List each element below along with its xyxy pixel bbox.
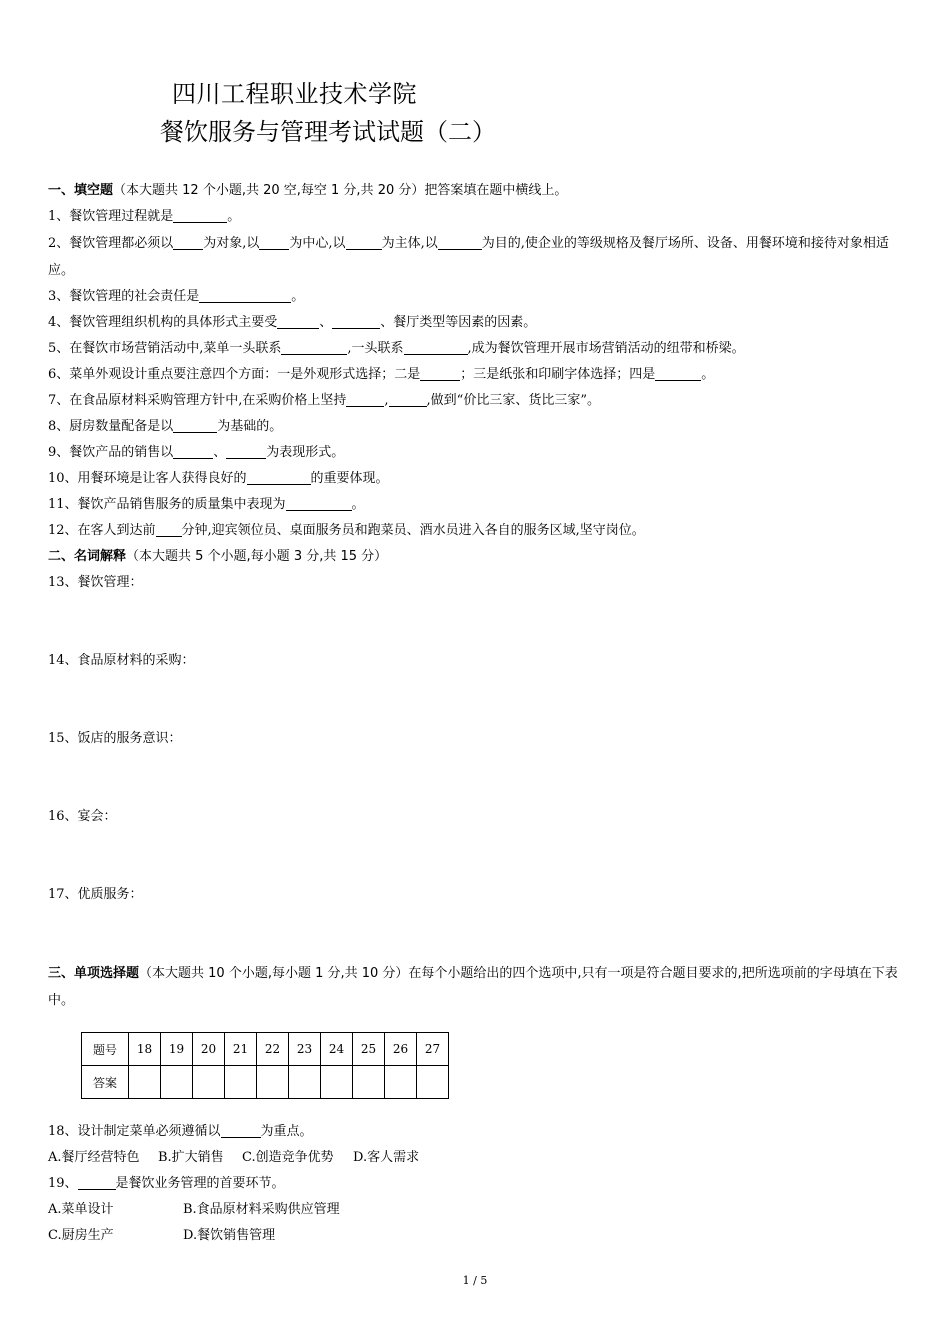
question-2: [48, 230, 906, 284]
question-4: [48, 310, 906, 336]
q7-blank-2: [389, 392, 427, 407]
question-15: 15、饭店的服务意识：: [48, 731, 182, 746]
table-answer-cell[interactable]: [193, 1066, 225, 1099]
section2-note: （本大题共 5 个小题,每小题 3 分,共 15 分）: [126, 549, 388, 564]
question-17: 17、优质服务：: [48, 887, 143, 902]
table-label-number: 题号: [82, 1033, 129, 1066]
q18-blank: [221, 1123, 261, 1138]
section2-header: [48, 544, 906, 570]
answer-space-13: [48, 596, 906, 648]
q4-text-c: 、餐厅类型等因素的因素。: [380, 315, 537, 330]
q9-text-c: 为表现形式。: [266, 445, 345, 460]
table-answer-cell[interactable]: [385, 1066, 417, 1099]
q12-text-a: 12、在客人到达前: [48, 523, 156, 538]
table-answer-cell[interactable]: [225, 1066, 257, 1099]
q11-text-b: 。: [351, 497, 365, 512]
q9-text-a: 9、餐饮产品的销售以: [48, 445, 174, 460]
q19-option-d: D.餐饮销售管理: [183, 1228, 276, 1243]
page-number: 1 / 5: [462, 1274, 488, 1287]
q19-options-row2: [48, 1223, 906, 1249]
q9-blank-1: [173, 444, 213, 459]
q4-blank-2: [332, 314, 380, 329]
question-10: [48, 466, 906, 492]
q3-end: 。: [291, 289, 305, 304]
q10-blank: [247, 470, 311, 485]
q9-blank-2: [226, 444, 266, 459]
q5-text-a: 5、在餐饮市场营销活动中,菜单一头联系: [48, 341, 282, 356]
q11-text-a: 11、餐饮产品销售服务的质量集中表现为: [48, 497, 286, 512]
question-13: 13、餐饮管理：: [48, 575, 143, 590]
question-3: [48, 284, 906, 310]
table-answer-cell[interactable]: [321, 1066, 353, 1099]
q6-text-b: ；三是纸张和印刷字体选择；四是: [460, 367, 656, 382]
q2-text-c: 为中心,以: [289, 236, 346, 251]
question-14: 14、食品原材料的采购：: [48, 653, 195, 668]
q18-text-a: 18、设计制定菜单必须遵循以: [48, 1124, 221, 1139]
q1-blank: [173, 208, 227, 223]
q8-text-a: 8、厨房数量配备是以: [48, 419, 174, 434]
question-5: [48, 336, 906, 362]
question-18: [48, 1119, 906, 1145]
q18-option-b: B.扩大销售: [158, 1150, 224, 1165]
q4-text-b: 、: [319, 315, 333, 330]
question-16: 16、宴会：: [48, 809, 117, 824]
answer-space-16: [48, 830, 906, 882]
q2-blank-4: [438, 235, 482, 250]
q7-text-c: ,做到“价比三家、货比三家”。: [426, 393, 600, 408]
q2-text-d: 为主体,以: [381, 236, 438, 251]
q3-text: 3、餐饮管理的社会责任是: [48, 289, 200, 304]
q8-blank: [173, 418, 217, 433]
q3-blank: [199, 288, 291, 303]
table-number-cell: 27: [417, 1033, 449, 1066]
q19-text: 是餐饮业务管理的首要环节。: [115, 1176, 285, 1191]
table-number-cell: 20: [193, 1033, 225, 1066]
q19-option-a: A.菜单设计: [48, 1202, 114, 1217]
q2-blank-1: [173, 235, 203, 250]
section1-note: （本大题共 12 个小题,共 20 空,每空 1 分,共 20 分）把答案填在题中横线上。: [113, 183, 568, 198]
q6-text-c: 。: [701, 367, 715, 382]
answer-space-17: [48, 908, 906, 960]
table-number-cell: 18: [129, 1033, 161, 1066]
q2-text-e: 为目的,使企业的等级规格及餐厅场所、设备、用餐环境和接待对象相适应。: [48, 236, 889, 278]
q18-text-b: 为重点。: [260, 1124, 313, 1139]
q19-number: 19、: [48, 1176, 78, 1191]
q10-text-a: 10、用餐环境是让客人获得良好的: [48, 471, 247, 486]
question-9: [48, 440, 906, 466]
question-8: [48, 414, 906, 440]
table-answer-cell[interactable]: [353, 1066, 385, 1099]
answer-space-15: [48, 752, 906, 804]
section3-heading: 三、单项选择题: [48, 966, 140, 981]
q5-text-c: ,成为餐饮管理开展市场营销活动的纽带和桥梁。: [467, 341, 745, 356]
table-number-cell: 22: [257, 1033, 289, 1066]
q7-blank-1: [346, 392, 384, 407]
answer-space-14: [48, 674, 906, 726]
q6-blank-2: [655, 366, 701, 381]
q6-text-a: 6、菜单外观设计重点要注意四个方面：一是外观形式选择；二是: [48, 367, 421, 382]
table-number-cell: 23: [289, 1033, 321, 1066]
q1-text: 1、餐饮管理过程就是: [48, 209, 174, 224]
q19-option-c: C.厨房生产: [48, 1228, 114, 1243]
table-number-cell: 21: [225, 1033, 257, 1066]
q11-blank: [286, 496, 352, 511]
table-answer-cell[interactable]: [257, 1066, 289, 1099]
q1-end: 。: [227, 209, 241, 224]
table-answer-cell[interactable]: [417, 1066, 449, 1099]
table-answer-cell[interactable]: [289, 1066, 321, 1099]
table-number-cell: 24: [321, 1033, 353, 1066]
q2-blank-3: [346, 235, 382, 250]
table-number-cell: 19: [161, 1033, 193, 1066]
q8-text-b: 为基础的。: [217, 419, 283, 434]
section3-note: （本大题共 10 个小题,每小题 1 分,共 10 分）在每个小题给出的四个选项中,只有一项是符合题目要求的,把所选项前的字母填在下表中。: [48, 966, 898, 1008]
q7-text-b: ,: [384, 393, 389, 408]
question-11: [48, 492, 906, 518]
question-1: [48, 204, 906, 230]
table-number-cell: 26: [385, 1033, 417, 1066]
question-12: [48, 518, 906, 544]
q18-options: [48, 1145, 906, 1171]
q19-option-b: B.食品原材料采购供应管理: [183, 1202, 340, 1217]
q18-option-c: C.创造竞争优势: [242, 1150, 334, 1165]
q9-text-b: 、: [213, 445, 227, 460]
answer-table-number-row: [82, 1033, 449, 1066]
q19-options-row1: [48, 1197, 906, 1223]
question-6: [48, 362, 906, 388]
q4-text-a: 4、餐饮管理组织机构的具体形式主要受: [48, 315, 278, 330]
q12-text-b: 分钟,迎宾领位员、桌面服务员和跑菜员、酒水员进入各自的服务区域,坚守岗位。: [181, 523, 645, 538]
section2-heading: 二、名词解释: [48, 549, 127, 564]
section1-header: [48, 178, 906, 204]
q2-text-b: 为对象,以: [203, 236, 260, 251]
q2-text-a: 2、餐饮管理都必须以: [48, 236, 174, 251]
q4-blank-1: [277, 314, 319, 329]
answer-table: [81, 1032, 449, 1099]
table-label-answer: 答案: [82, 1066, 129, 1099]
school-name: 四川工程职业技术学院: [172, 80, 417, 108]
answer-table-answer-row: [82, 1066, 449, 1099]
q2-blank-2: [259, 235, 289, 250]
table-answer-cell[interactable]: [161, 1066, 193, 1099]
section1-heading: 一、填空题: [48, 183, 114, 198]
q5-blank-1: [281, 340, 347, 355]
question-19: [48, 1171, 906, 1197]
q5-blank-2: [404, 340, 468, 355]
table-number-cell: 25: [353, 1033, 385, 1066]
table-answer-cell[interactable]: [129, 1066, 161, 1099]
q18-option-d: D.客人需求: [353, 1150, 420, 1165]
q10-text-b: 的重要体现。: [310, 471, 389, 486]
q18-option-a: A.餐厅经营特色: [48, 1150, 140, 1165]
exam-title: 餐饮服务与管理考试试题（二）: [160, 118, 496, 146]
q19-blank: [78, 1175, 116, 1190]
q7-text-a: 7、在食品原材料采购管理方针中,在采购价格上坚持: [48, 393, 347, 408]
q6-blank-1: [420, 366, 460, 381]
q5-text-b: ,一头联系: [347, 341, 404, 356]
question-7: [48, 388, 906, 414]
q12-blank: [156, 522, 182, 537]
exam-body: [48, 178, 906, 1249]
section3-header: [48, 960, 906, 1014]
